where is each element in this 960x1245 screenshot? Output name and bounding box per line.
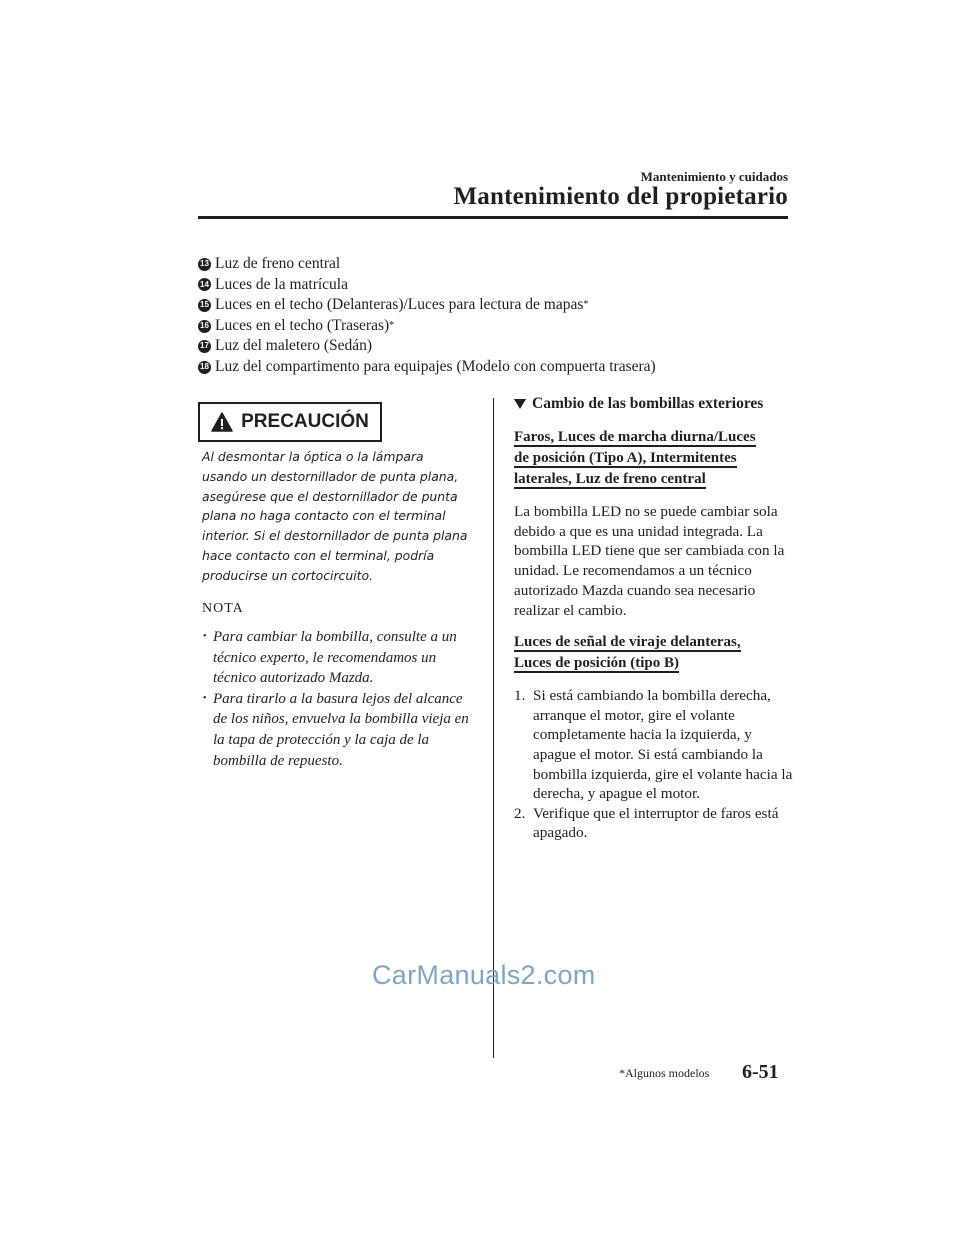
nota-item: • Para cambiar la bombilla, consulte a un técnico experto, le recomendamos un técnico autorizado Mazda. [205, 627, 480, 689]
page-number: 6-51 [742, 1061, 779, 1083]
warning-triangle-icon [211, 412, 233, 432]
nota-label: NOTA [202, 601, 244, 616]
steps-list [514, 686, 794, 843]
step-text: Si está cambiando la bombilla derecha, arranque el motor, gire el volante completamente hacia la izquierda, y apague el motor. Si está cambiando la bombilla izquierda, gire el volante hacia la derecha, y apague el motor. [533, 687, 793, 803]
list-item [198, 336, 798, 357]
caution-text: Al desmontar la óptica o la lámpara usando un destornillador de punta plana, asegúrese que el destornillador de punta plana no haga contacto con el terminal interior. Si el destornillador de punta plana hace contacto con el terminal, podría producirse un cortocircuito. [202, 449, 468, 583]
list-item-text: Luz del compartimento para equipajes (Modelo con compuerta trasera) [215, 357, 656, 375]
watermark-link[interactable]: CarManuals2.com [372, 960, 596, 990]
subsection-heading [514, 469, 794, 490]
list-item: 16 Luces en el techo (Traseras) * [198, 316, 798, 337]
number-badge-icon: 15 [198, 299, 211, 312]
list-item: 15 Luces en el techo (Delanteras)/Luces para lectura de mapas * [198, 295, 798, 316]
parts-list [198, 254, 798, 378]
list-item-text: Luces en el techo (Traseras) [215, 316, 390, 334]
column-divider [493, 398, 494, 1058]
number-badge-icon: 16 [198, 320, 211, 333]
subsection-heading [514, 653, 794, 674]
list-item-text: Luz de freno central [215, 255, 341, 272]
list-item-text: Luces de la matrícula [215, 275, 348, 293]
subsection-heading [514, 448, 794, 469]
footer-note: *Algunos modelos [619, 1066, 710, 1080]
header-rule [198, 216, 788, 219]
step-text: Verifique que el interruptor de faros está apagado. [533, 804, 779, 842]
section-heading [514, 393, 794, 415]
page-title: Mantenimiento del propietario [453, 183, 788, 210]
step-number: 2. [514, 804, 526, 822]
caution-label: PRECAUCIÓN [241, 411, 369, 432]
section-heading-text: Cambio de las bombillas exteriores [532, 395, 764, 412]
paragraph: La bombilla LED no se puede cambiar sola debido a que es una unidad integrada. La bombilla LED tiene que ser cambiada con la unidad. Le recomendamos a un técnico autorizado Mazda cuando sea necesario realizar el cambio. [514, 503, 785, 619]
subsection-heading-line: Luces de señal de viraje delanteras, [514, 634, 741, 651]
right-column [514, 393, 794, 843]
subsection-heading [514, 632, 794, 653]
nota-list [205, 627, 480, 771]
subsection-heading-line: Faros, Luces de marcha diurna/Luces [514, 429, 756, 445]
subsection-heading-line: Luces de posición (tipo B) [514, 655, 680, 672]
number-badge-icon: 13 [198, 258, 211, 271]
step-item [514, 804, 794, 843]
caution-box [198, 402, 382, 442]
subsection-heading-line: de posición (Tipo A), Intermitentes [514, 450, 737, 466]
number-badge-icon: 14 [198, 278, 211, 291]
nota-item: • Para tirarlo a la basura lejos del alcance de los niños, envuelva la bombilla vieja en la tapa de protección y la caja de la bombilla de repuesto. [205, 689, 480, 771]
step-item [514, 686, 794, 804]
triangle-down-icon [514, 399, 526, 409]
header-section-label: Mantenimiento y cuidados [640, 169, 788, 184]
subsection-heading [514, 427, 794, 448]
list-item-text: Luces en el techo (Delanteras)/Luces para lectura de mapas [215, 296, 584, 314]
list-item [198, 275, 798, 296]
subsection-heading-line: laterales, Luz de freno central [514, 471, 706, 487]
list-item [198, 357, 798, 378]
list-item-text: Luz del maletero (Sedán) [215, 337, 373, 355]
step-number: 1. [514, 687, 526, 705]
number-badge-icon: 18 [198, 361, 211, 374]
number-badge-icon: 17 [198, 340, 211, 353]
list-item [198, 254, 798, 275]
